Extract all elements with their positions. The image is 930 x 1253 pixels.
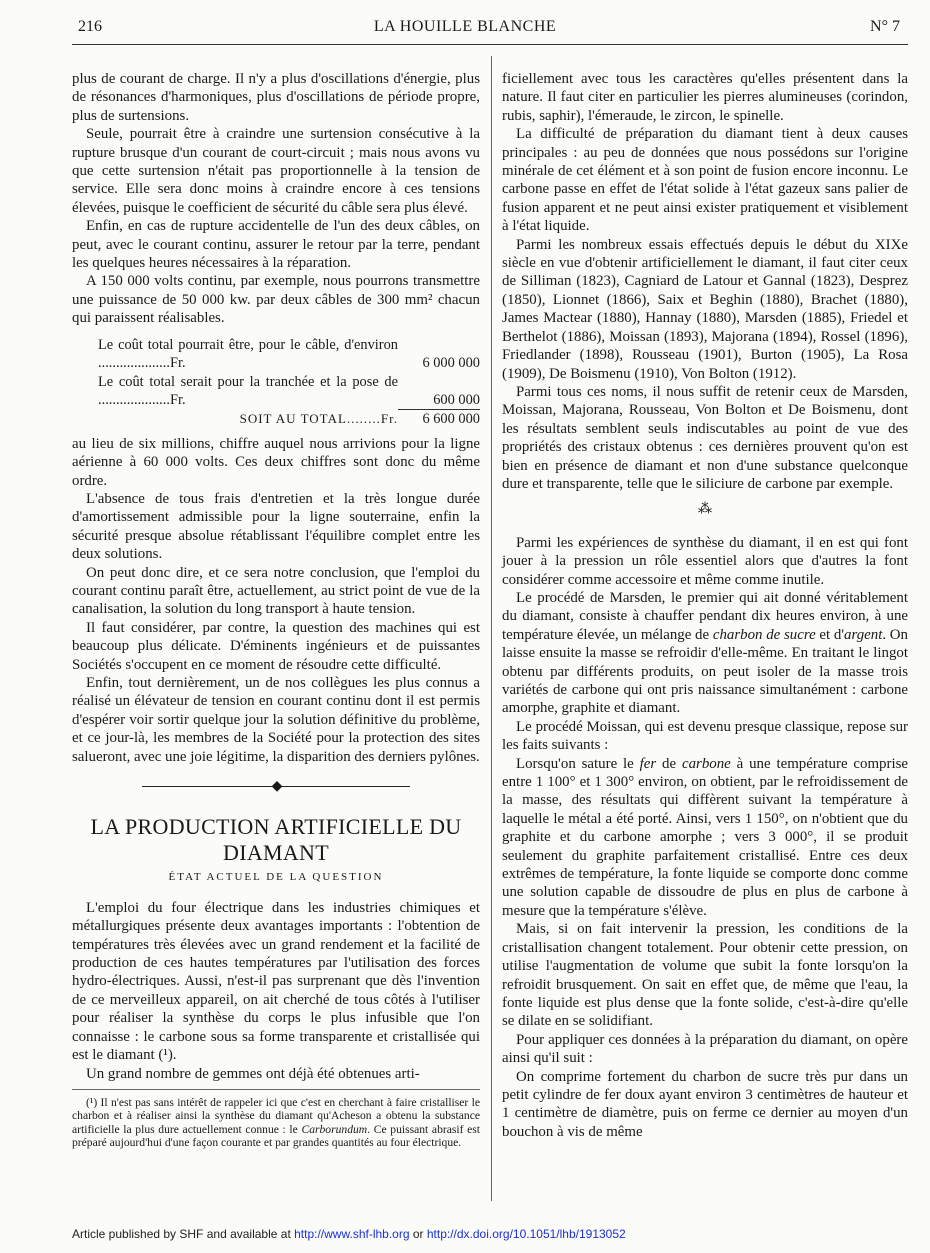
- footer-or: or: [409, 1227, 427, 1241]
- paragraph: On comprime fortement du charbon de sucre très pur dans un petit cylindre de fer doux ayant environ 3 centimètres de hauteur et 1 centimètre de diamètre, puis on ferme ce dernier au moyen d'un bouchon à vis de même: [502, 1068, 908, 1140]
- cost-row-trench: [98, 373, 480, 410]
- cost-amount: 600 000: [433, 391, 480, 408]
- paragraph: au lieu de six millions, chiffre auquel nous arrivions pour la ligne aérienne à 60 000 volts. Ces deux chiffres sont donc du même ordre.: [72, 435, 480, 489]
- column-divider: [491, 56, 492, 1201]
- article-subtitle: ÉTAT ACTUEL DE LA QUESTION: [168, 871, 384, 884]
- shf-link[interactable]: http://www.shf-lhb.org: [294, 1227, 410, 1241]
- paragraph: A 150 000 volts continu, par exemple, nous pourrons transmettre une puissance de 50 000 kw. par deux câbles de 300 mm² chacun qui paraissent réalisables.: [72, 273, 480, 327]
- paragraph: Lorsqu'on sature le fer de carbone à une température comprise entre 1 100° et 1 300° environ, on obtient, par le refroidissement de la masse, des résultats qui diffèrent suivant la température à laquelle le métal a été porté. Ainsi, vers 1 150°, on n'obtient que du graphite et du carbone amorphe ; vers 3 000°, il se produit seulement du graphite parfaitement cristallisé. Entre ces deux extrêmes de température, la fonte liquide se comporte donc comme une solution capable de dissoudre de plus en plus de carbone à mesure que la température s'élève.: [502, 755, 908, 919]
- paragraph: Seule, pourrait être à craindre une surtension consécutive à la rupture brusque d'un courant de court-circuit ; mais nous avons vu que cette surtension n'était pas proportionnelle à la tension de service. Elle sera donc moins à craindre encore à ces tensions élevées, puisque le coefficient de sécurité du câble sera plus élevé.: [72, 126, 480, 216]
- left-column: [72, 70, 480, 1150]
- cost-row-total: [98, 409, 480, 428]
- page-header: [0, 18, 930, 42]
- cost-label: Le coût total serait pour la tranchée et la pose de ....................Fr.: [98, 373, 398, 408]
- paragraph: Le procédé de Marsden, le premier qui ait donné véritablement du diamant, consiste à chauffer pendant dix heures environ, à une température élevée, un mélange de charbon de sucre et d'argent. On laisse ensuite la masse se refroidir d'elle-même. En traitant le lingot obtenu par différents produits, on peut isoler de la masse trois variétés de carbone qui ont pris naissance simultanément : carbone amorphe, graphite et diamant.: [502, 589, 908, 717]
- paragraph: Enfin, tout dernièrement, un de nos collègues les plus connus a réalisé un élévateur de tension en courant continu dont il est permis d'espérer voir sortir quelque jour la solution définitive du problème, et ce jour-là, les membres de la Société pour la protection des sites salueront, avec une joie légitime, la disparition des derniers pylônes.: [72, 675, 480, 765]
- right-column: [502, 70, 908, 1141]
- footer-text: Article published by SHF and available at: [72, 1227, 295, 1241]
- cost-total-amount: 6 600 000: [398, 409, 480, 428]
- paragraph: Mais, si on fait intervenir la pression, les conditions de la cristallisation changent totalement. Pour obtenir cette pression, on utilise l'augmentation de volume que subit la fonte lorsqu'on la refroidit brusquement. On sait en effet que, de même que l'eau, la fonte liquide est plus dense que la fonte solide, c'est-à-dire qu'elle se dilate en se solidifiant.: [502, 921, 908, 1030]
- paragraph: Parmi les expériences de synthèse du diamant, il en est qui font jouer à la pression un rôle essentiel alors que d'autres la font considérer comme accessoire et même comme inutile.: [502, 534, 908, 588]
- cost-row-cable: [98, 336, 480, 373]
- footnote: (¹) Il n'est pas sans intérêt de rappeler ici que c'est en cherchant à faire cristalliser le charbon et à réaliser ainsi la synthèse du diamant qu'Acheson a obtenu la substance artificielle la plus dure actuellement connue : le Carborundum. Ce puissant abrasif est préparé aujourd'hui d'une façon courante et par grandes quantités au four électrique.: [72, 1095, 481, 1150]
- section-asterism: ⁂: [698, 502, 712, 518]
- footnote-rule: [72, 1089, 480, 1090]
- paragraph: Enfin, en cas de rupture accidentelle de l'un des deux câbles, on peut, avec le courant continu, assurer le retour par la terre, pendant les quelques heures nécessaires à la réparation.: [72, 218, 480, 272]
- cost-table: [98, 336, 480, 429]
- cost-label: Le coût total pourrait être, pour le câble, d'environ ....................Fr.: [98, 336, 398, 372]
- paragraph: Un grand nombre de gemmes ont déjà été obtenues arti-: [86, 1065, 420, 1082]
- page-number: 216: [78, 18, 102, 35]
- section-ornament: ◆: [72, 778, 480, 796]
- paragraph: On peut donc dire, et ce sera notre conclusion, que l'emploi du courant continu paraît être, actuellement, au strict point de vue de la canalisation, la solution du long transport à haute tension.: [72, 564, 480, 618]
- paragraph: L'emploi du four électrique dans les industries chimiques et métallurgiques présente deux avantages importants : l'obtention de températures très élevées avec un grand rendement et la facilité de production de ces hautes températures par l'utilisation des forces hydro-électriques. Aussi, n'est-il pas surprenant que dès l'invention de ce merveilleux appareil, on ait cherché de tous côtés à l'utiliser pour réaliser la synthèse du corps le plus infusible que l'on connaisse : le carbone sous sa forme transparente et cristallisée qui est le diamant (¹).: [72, 899, 480, 1064]
- journal-title: LA HOUILLE BLANCHE: [373, 18, 557, 35]
- cost-total-label: SOIT AU TOTAL........Fr.: [239, 411, 398, 427]
- paragraph: L'absence de tous frais d'entretien et la très longue durée d'amortissement admissible pour la ligne souterraine, enfin la sécurité presque absolue rétablissant l'équilibre complet entre les deux solutions.: [72, 490, 480, 563]
- paragraph: plus de courant de charge. Il n'y a plus d'oscillations d'énergie, plus de résonances d'harmoniques, plus d'oscillations de période propre, plus de surtensions.: [72, 71, 480, 124]
- paragraph: Parmi les nombreux essais effectués depuis le début du XIXe siècle en vue d'obtenir artificiellement le diamant, il faut citer ceux de Silliman (1823), Cagniard de Latour et Gannal (1823), Desprez (1850), Lionnet (1866), Saix et Beghin (1880), Brachet (1880), James Mactear (1880), Hannay (1880), Marsden (1885), Friedel et Berthelot (1886), Moissan (1893), Majorana (1894), Rossel (1896), Friedlander (1898), Rousseau (1901), Burton (1905), La Rosa (1909), De Boismenu (1910), Von Bolton (1912).: [502, 236, 908, 382]
- paragraph: Pour appliquer ces données à la préparation du diamant, on opère ainsi qu'il suit :: [502, 1031, 908, 1067]
- paragraph: Parmi tous ces noms, il nous suffit de retenir ceux de Marsden, Moissan, Majorana, Rousseau, Von Bolton et De Boismenu, dont les résultats semblent seuls indiscutables au point de vue des propriétés des cristaux obtenus : ces dernières prouvent qu'on est bien en présence de diamant et non d'une substance quelconque dure et transparente, telle que le siliciure de carbone par exemple.: [502, 383, 908, 492]
- publication-footer: [72, 1227, 626, 1241]
- doi-link[interactable]: http://dx.doi.org/10.1051/lhb/1913052: [426, 1227, 626, 1241]
- paragraph: ficiellement avec tous les caractères qu'elles présentent dans la nature. Il faut citer en particulier les pierres alumineuses (corindon, rubis, saphir), l'émeraude, le zircon, le spinelle.: [502, 71, 908, 124]
- header-rule: [72, 44, 908, 45]
- paragraph: La difficulté de préparation du diamant tient à deux causes principales : au peu de données que nous possédons sur l'origine minérale de cet élément et à son point de fusion encore inconnu. Le carbone passe en effet de l'état solide à l'état gazeux sans palier de fusion apparent et ne peut ainsi exister pratiquement et visiblement à l'état liquide.: [502, 126, 908, 235]
- issue-number: N° 7: [870, 18, 900, 35]
- paragraph: Il faut considérer, par contre, la question des machines qui est beaucoup plus délicate. D'éminents ingénieurs et de puissantes Sociétés s'occupent en ce moment de résoudre cette difficulté.: [72, 619, 480, 673]
- article-title: LA PRODUCTION ARTIFICIELLE DU DIAMANT: [90, 814, 462, 866]
- cost-amount: 6 000 000: [422, 355, 480, 372]
- paragraph: Le procédé Moissan, qui est devenu presque classique, repose sur les faits suivants :: [502, 718, 908, 754]
